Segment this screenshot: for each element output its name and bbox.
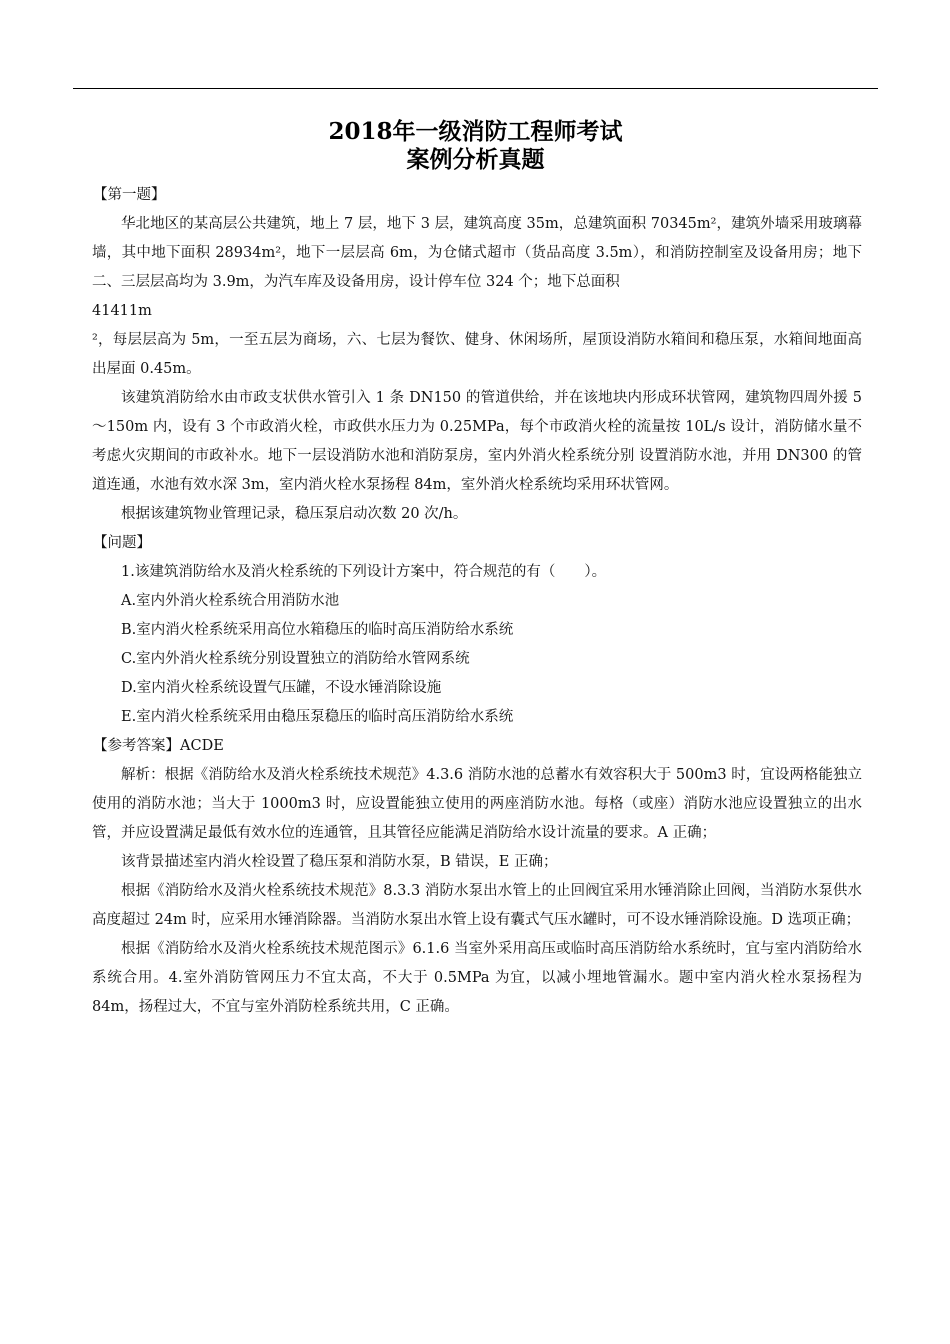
section-label: 【第一题】	[93, 187, 166, 203]
analysis-paragraph-4: 根据《消防给水及消火栓系统技术规范图示》6.1.6 当室外采用高压或临时高压消防给水系统时，宜与室内消防给水系统合用。4.室外消防管网压力不宜太高，不大于 0.5MPa 为宜，以减小埋地管漏水。题中室内消火栓水泵扬程为 84m，扬程过大，不宜与室外消防栓系统共用，C 正确。	[92, 941, 862, 1015]
document-body	[92, 181, 862, 1022]
title-line-2: 案例分析真题	[406, 146, 545, 173]
option-b: B.室内消火栓系统采用高位水箱稳压的临时高压消防给水系统	[121, 622, 514, 638]
answer-label: 【参考答案】	[93, 738, 180, 754]
option-e: E.室内消火栓系统采用由稳压泵稳压的临时高压消防给水系统	[121, 709, 514, 725]
analysis-paragraph-1: 解析：根据《消防给水及消火栓系统技术规范》4.3.6 消防水池的总蓄水有效容积大于 500m3 时，宜设两格能独立使用的消防水池；当大于 1000m3 时，应设置能独立使用的两座消防水池。每格（或座）消防水池应设置独立的出水管，并应设置满足最低有效水位的连通管，且其管径应能满足消防给水设计流量的要求。A 正确；	[92, 767, 862, 841]
analysis-paragraph-3: 根据《消防给水及消火栓系统技术规范》8.3.3 消防水泵出水管上的止回阀宜采用水锤消除止回阀，当消防水泵供水高度超过 24m 时，应采用水锤消除器。当消防水泵出水管上设有囊式气压水罐时，可不设水锤消除设施。D 选项正确；	[92, 883, 862, 928]
question-text: 1.该建筑消防给水及消火栓系统的下列设计方案中，符合规范的有（ ）。	[121, 564, 607, 580]
background-paragraph-1-unit: 41411m	[92, 303, 152, 319]
title-line-1: 2018年一级消防工程师考试	[328, 118, 623, 145]
document-title	[73, 118, 878, 174]
background-paragraph-1: 华北地区的某高层公共建筑，地上 7 层，地下 3 层，建筑高度 35m，总建筑面积 70345m²，建筑外墙采用玻璃幕墙，其中地下面积 28934m²，地下一层层高 6m，为仓储式超市（货品高度 3.5m），和消防控制室及设备用房；地下二、三层层高均为 3.9m，为汽车库及设备用房，设计停车位 324 个；地下总面积	[92, 216, 862, 290]
analysis-paragraph-2: 该背景描述室内消火栓设置了稳压泵和消防水泵，B 错误，E 正确；	[121, 854, 558, 870]
header-rule	[73, 88, 878, 89]
reference-answer	[92, 732, 862, 761]
option-a: A.室内外消火栓系统合用消防水池	[121, 593, 340, 609]
background-paragraph-1-continued: ²，每层层高为 5m，一至五层为商场，六、七层为餐饮、健身、休闲场所，屋顶设消防水箱间和稳压泵，水箱间地面高出屋面 0.45m。	[92, 332, 862, 377]
option-d: D.室内消火栓系统设置气压罐，不设水锤消除设施	[121, 680, 442, 696]
answer-value: ACDE	[180, 738, 224, 754]
question-label: 【问题】	[93, 535, 151, 551]
background-paragraph-3: 根据该建筑物业管理记录，稳压泵启动次数 20 次/h。	[121, 506, 468, 522]
option-c: C.室内外消火栓系统分别设置独立的消防给水管网系统	[121, 651, 470, 667]
background-paragraph-2: 该建筑消防给水由市政支状供水管引入 1 条 DN150 的管道供给，并在该地块内形成环状管网，建筑物四周外援 5～150m 内，设有 3 个市政消火栓，市政供水压力为 0.25MPa，每个市政消火栓的流量按 10L/s 设计，消防储水量不考虑火灾期间的市政补水。地下一层设消防水池和消防泵房，室内外消火栓系统分别 设置消防水池，并用 DN300 的管道连通，水池有效水深 3m，室内消火栓水泵扬程 84m，室外消火栓系统均采用环状管网。	[92, 390, 862, 493]
